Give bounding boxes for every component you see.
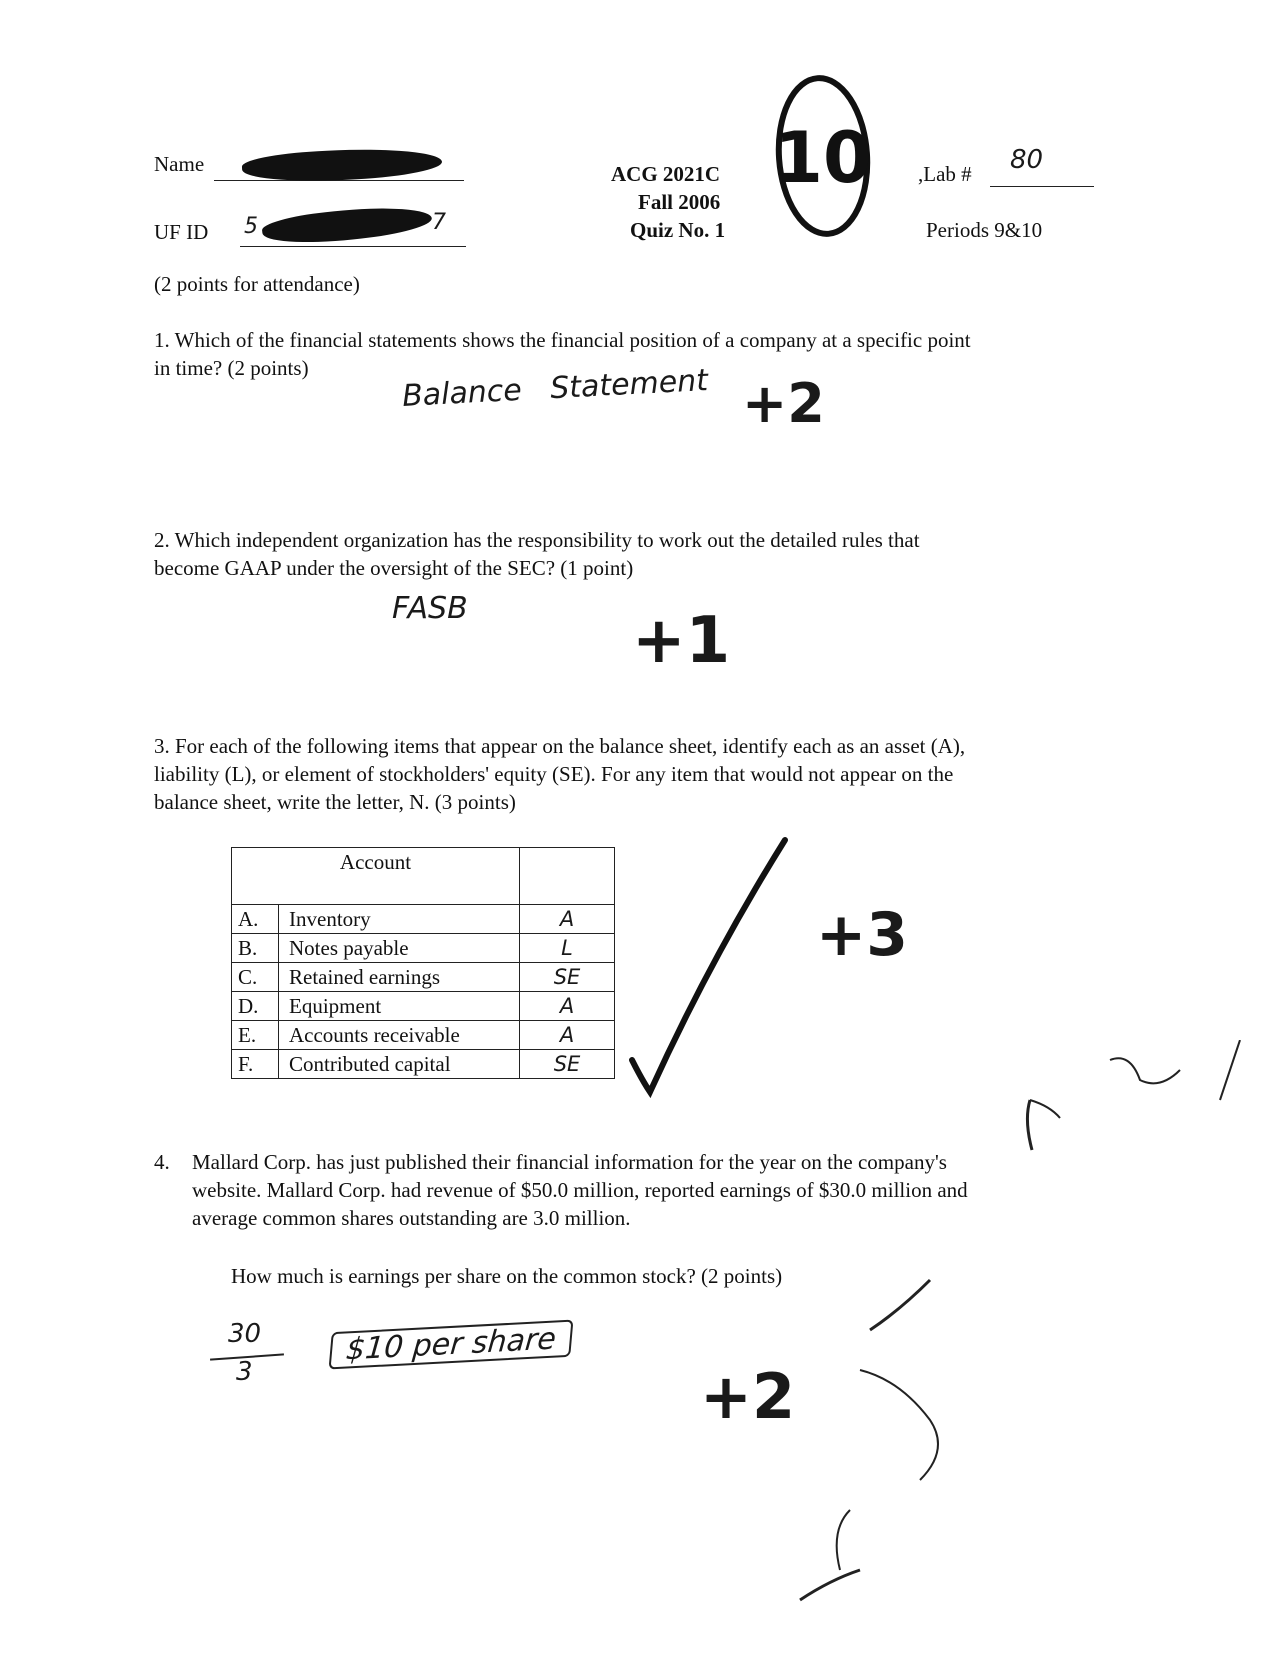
- q1-score: +2: [742, 372, 825, 435]
- total-score: 10: [774, 117, 872, 199]
- q2-score: +1: [632, 604, 731, 678]
- row-account: Notes payable: [279, 934, 520, 963]
- q2-line2: become GAAP under the oversight of the SEC? (1 point): [154, 556, 634, 580]
- ufid-partial-start: 5: [244, 214, 258, 239]
- row-letter: D.: [232, 992, 279, 1021]
- q4-line2: website. Mallard Corp. had revenue of $50.0 million, reported earnings of $30.0 million and: [192, 1178, 968, 1202]
- q3-line1: 3. For each of the following items that appear on the balance sheet, identify each as an asset (A),: [154, 734, 966, 758]
- row-answer: A: [520, 905, 615, 934]
- q3-line2: liability (L), or element of stockholders' equity (SE). For any item that would not appear on the: [154, 762, 954, 786]
- ufid-partial-end: 7: [432, 210, 446, 235]
- attendance-note: (2 points for attendance): [154, 272, 360, 296]
- q4-number: 4.: [154, 1150, 170, 1174]
- redacted-ufid: [261, 201, 433, 249]
- row-letter: E.: [232, 1021, 279, 1050]
- q4-score: +2: [700, 1360, 796, 1433]
- table-row: [232, 992, 615, 1021]
- row-letter: C.: [232, 963, 279, 992]
- table-row: [232, 934, 615, 963]
- row-letter: B.: [232, 934, 279, 963]
- row-answer: A: [520, 992, 615, 1021]
- account-header: Account: [232, 848, 520, 905]
- lab-number: 80: [1010, 145, 1044, 175]
- row-account: Retained earnings: [279, 963, 520, 992]
- periods: Periods 9&10: [926, 218, 1043, 242]
- row-answer: A: [520, 1021, 615, 1050]
- course-code: ACG 2021C: [611, 162, 721, 186]
- q3-line3: balance sheet, write the letter, N. (3 points): [154, 790, 516, 814]
- lab-field: [990, 186, 1094, 187]
- q4-work-denominator: 3: [236, 1357, 253, 1387]
- table-row: [232, 1050, 615, 1079]
- q4-line3: average common shares outstanding are 3.0 million.: [192, 1206, 631, 1230]
- row-answer: L: [520, 934, 615, 963]
- ufid-label: UF ID: [154, 220, 209, 244]
- row-letter: F.: [232, 1050, 279, 1079]
- row-account: Contributed capital: [279, 1050, 520, 1079]
- term: Fall 2006: [638, 190, 721, 214]
- q4-line1: Mallard Corp. has just published their financial information for the year on the company's: [192, 1150, 947, 1174]
- q3-score: +3: [816, 900, 909, 970]
- q4-work-numerator: 30: [228, 1319, 262, 1349]
- row-account: Accounts receivable: [279, 1021, 520, 1050]
- q1-answer: Balance Statement: [401, 363, 709, 414]
- q4-sub-question: How much is earnings per share on the common stock? (2 points): [231, 1264, 783, 1288]
- row-account: Inventory: [279, 905, 520, 934]
- q2-answer: FASB: [392, 591, 468, 626]
- table-row: [232, 905, 615, 934]
- name-label: Name: [154, 152, 205, 176]
- q1-line1: 1. Which of the financial statements shows the financial position of a company at a specific point: [154, 328, 971, 352]
- table-header-row: [232, 848, 615, 905]
- lab-label: ,Lab #: [918, 162, 972, 186]
- table-row: [232, 963, 615, 992]
- account-table: [231, 847, 615, 1079]
- check-mark-icon: [620, 830, 800, 1100]
- q4-answer-box: $10 per share: [329, 1320, 574, 1370]
- scan-smudge-marks: [780, 1040, 1260, 1640]
- total-score-circle: [765, 62, 885, 242]
- ufid-field: [240, 246, 466, 247]
- quiz-number: Quiz No. 1: [630, 218, 726, 242]
- row-account: Equipment: [279, 992, 520, 1021]
- table-row: [232, 1021, 615, 1050]
- answer-header: [520, 848, 615, 905]
- q1-line2: in time? (2 points): [154, 356, 309, 380]
- row-answer: SE: [520, 1050, 615, 1079]
- row-letter: A.: [232, 905, 279, 934]
- row-answer: SE: [520, 963, 615, 992]
- q2-line1: 2. Which independent organization has the responsibility to work out the detailed rules that: [154, 528, 920, 552]
